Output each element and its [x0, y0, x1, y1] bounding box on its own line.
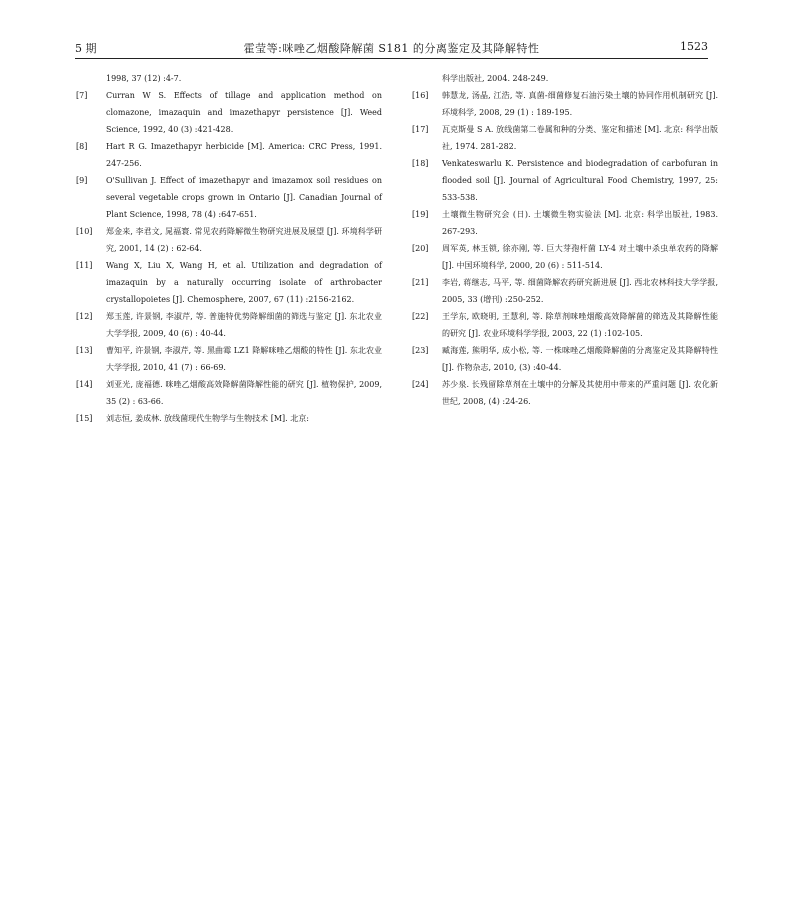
references-right-column: [412, 70, 718, 410]
page-number: 1523: [680, 40, 708, 53]
reference-text: 1998, 37 (12) :4-7.: [106, 74, 182, 83]
reference-number: [21]: [412, 278, 429, 287]
reference-text: 臧海莲, 熊明华, 成小松, 等. 一株咪唑乙烟酸降解菌的分离鉴定及其降解特性 [J]. 作物杂志, 2010, (3) :40-44.: [442, 346, 718, 372]
reference-text: O'Sullivan J. Effect of imazethapyr and imazamox soil residues on several vegetable crops grown in Ontario [J]. Canadian Journal of Plant Science, 1998, 78 (4) :647-651.: [106, 176, 382, 219]
reference-item: [412, 70, 718, 87]
reference-item: [412, 155, 718, 206]
reference-number: [9]: [76, 176, 88, 185]
reference-text: 土壤微生物研究会 (日). 土壤微生物实验法 [M]. 北京: 科学出版社, 1983. 267-293.: [442, 210, 718, 236]
reference-text: Hart R G. Imazethapyr herbicide [M]. America: CRC Press, 1991. 247-256.: [106, 142, 382, 168]
reference-item: [412, 206, 718, 240]
running-title: 霍莹等:咪唑乙烟酸降解菌 S181 的分离鉴定及其降解特性: [243, 42, 540, 55]
reference-number: [19]: [412, 210, 429, 219]
reference-text: 刘志恒, 姜成林. 放线菌现代生物学与生物技术 [M]. 北京:: [106, 414, 309, 423]
reference-number: [11]: [76, 261, 93, 270]
reference-text: 科学出版社, 2004. 248-249.: [442, 74, 549, 83]
reference-item: [76, 138, 382, 172]
reference-number: [10]: [76, 227, 93, 236]
reference-number: [15]: [76, 414, 93, 423]
reference-number: [17]: [412, 125, 429, 134]
reference-text: 韩慧龙, 汤晶, 江浩, 等. 真菌-细菌修复石油污染土壤的协同作用机制研究 [J]. 环境科学, 2008, 29 (1) : 189-195.: [442, 91, 718, 117]
reference-item: [76, 223, 382, 257]
references-left-column: [76, 70, 382, 427]
reference-number: [12]: [76, 312, 93, 321]
reference-text: 王学东, 欧晓明, 王慧利, 等. 除草剂咪唑烟酸高效降解菌的筛选及其降解性能的研究 [J]. 农业环境科学学报, 2003, 22 (1) :102-105.: [442, 312, 718, 338]
reference-number: [7]: [76, 91, 88, 100]
reference-number: [22]: [412, 312, 429, 321]
reference-item: [412, 240, 718, 274]
reference-item: [412, 87, 718, 121]
reference-item: [412, 121, 718, 155]
reference-item: [412, 376, 718, 410]
reference-text: 郑玉莲, 许景钢, 李淑芹, 等. 普施特优势降解细菌的筛选与鉴定 [J]. 东北农业大学学报, 2009, 40 (6) : 40-44.: [106, 312, 382, 338]
issue-label: 5 期: [75, 42, 97, 55]
reference-item: [412, 274, 718, 308]
reference-number: [20]: [412, 244, 429, 253]
reference-item: [412, 342, 718, 376]
reference-item: [76, 308, 382, 342]
reference-item: [412, 308, 718, 342]
reference-number: [8]: [76, 142, 88, 151]
reference-text: 李岩, 蒋继志, 马平, 等. 细菌降解农药研究新进展 [J]. 西北农林科技大学学报, 2005, 33 (增刊) :250-252.: [442, 278, 718, 304]
reference-text: 瓦克斯曼 S A. 放线菌第二卷属和种的分类、鉴定和描述 [M]. 北京: 科学出版社, 1974. 281-282.: [442, 125, 718, 151]
running-header: [75, 36, 708, 59]
reference-item: [76, 70, 382, 87]
reference-text: Curran W S. Effects of tillage and application method on clomazone, imazaquin and imazethapyr persistence [J]. Weed Science, 1992, 40 (3) :421-428.: [106, 91, 382, 134]
reference-item: [76, 172, 382, 223]
reference-number: [13]: [76, 346, 93, 355]
reference-text: 苏少泉. 长残留除草剂在土壤中的分解及其使用中带来的严重问题 [J]. 农化新世纪, 2008, (4) :24-26.: [442, 380, 718, 406]
reference-text: Venkateswarlu K. Persistence and biodegradation of carbofuran in flooded soil [J]. Journal of Agricultural Food Chemistry, 1997, 25: 533-538.: [442, 159, 718, 202]
reference-number: [24]: [412, 380, 429, 389]
reference-text: 曹知平, 许景钢, 李淑芹, 等. 黑曲霉 LZ1 降解咪唑乙烟酸的特性 [J]. 东北农业大学学报, 2010, 41 (7) : 66-69.: [106, 346, 382, 372]
reference-number: [412, 70, 442, 87]
reference-text: 刘亚光, 庞福德. 咪唑乙烟酸高效降解菌降解性能的研究 [J]. 植物保护, 2009, 35 (2) : 63-66.: [106, 380, 382, 406]
reference-number: [18]: [412, 159, 429, 168]
reference-text: 郑金来, 李君文, 晁福寰. 常见农药降解微生物研究进展及展望 [J]. 环境科学研究, 2001, 14 (2) : 62-64.: [106, 227, 382, 253]
reference-item: [76, 376, 382, 410]
reference-number: [16]: [412, 91, 429, 100]
reference-item: [76, 410, 382, 427]
reference-number: [76, 70, 106, 87]
reference-text: Wang X, Liu X, Wang H, et al. Utilization and degradation of imazaquin by a naturally occurring isolate of arthrobacter crystallopoietes [J]. Chemosphere, 2007, 67 (11) :2156-2162.: [106, 261, 382, 304]
reference-item: [76, 342, 382, 376]
reference-number: [14]: [76, 380, 93, 389]
reference-number: [23]: [412, 346, 429, 355]
reference-text: 周军英, 林玉锁, 徐亦刚, 等. 巨大芽孢杆菌 LY-4 对土壤中杀虫单农药的降解 [J]. 中国环境科学, 2000, 20 (6) : 511-514.: [442, 244, 718, 270]
reference-item: [76, 87, 382, 138]
reference-item: [76, 257, 382, 308]
